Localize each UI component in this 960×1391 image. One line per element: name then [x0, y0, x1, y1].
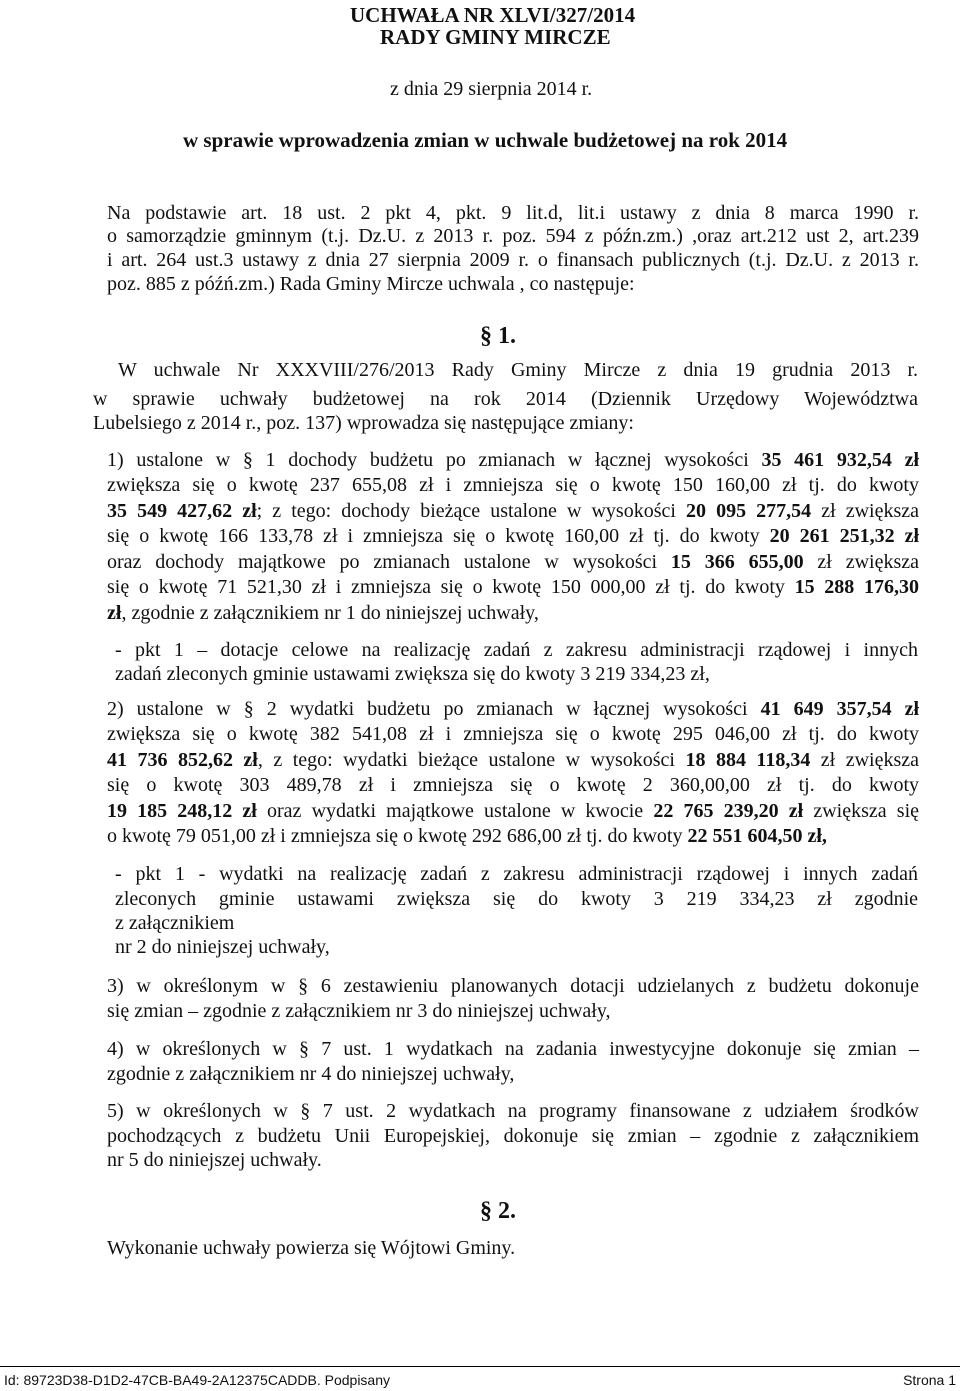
p1-line-1: 1) ustalone w § 1 dochody budżetu po zmianach w łącznej wysokości 35 461 932,54 zł [107, 449, 919, 471]
section-1-intro-2: w sprawie uchwały budżetowej na rok 2014 (Dziennik Urzędowy Województwa [93, 388, 918, 410]
p5-line-3: nr 5 do niniejszej uchwały. [107, 1149, 322, 1171]
preamble-line-3: i art. 264 ust.3 ustawy z dnia 27 sierpnia 2009 r. o finansach publicznych (t.j. Dz.U. z 2013 r. [107, 249, 919, 271]
p2-sub-line-4: nr 2 do niniejszej uchwały, [115, 936, 330, 958]
preamble-line-2: o samorządzie gminnym (t.j. Dz.U. z 2013 r. poz. 594 z późn.zm.) ,oraz art.212 ust 2, art.239 [107, 225, 919, 247]
p5-line-2: pochodzących z budżetu Unii Europejskiej, dokonuje się zmian – zgodnie z załącznikiem [107, 1125, 919, 1147]
p1-line-3: 35 549 427,62 zł; z tego: dochody bieżące ustalone w wysokości 20 095 277,54 zł zwiększa [107, 500, 920, 522]
footer-document-id: Id: 89723D38-D1D2-47CB-BA49-2A12375CADDB. Podpisany [4, 1372, 390, 1388]
p1-sub-line-2: zadań zleconych gminie ustawami zwiększa się do kwoty 3 219 334,23 zł, [115, 663, 710, 685]
p1-line-2: zwiększa się o kwotę 237 655,08 zł i zmniejsza się o kwotę 150 160,00 zł tj. do kwoty [107, 474, 919, 496]
p1-line-7: zł, zgodnie z załącznikiem nr 1 do niniejszej uchwały, [107, 602, 539, 624]
p2-sub-line-2: zleconych gminie ustawami zwiększa się do kwoty 3 219 334,23 zł zgodnie [115, 888, 918, 910]
resolution-number: UCHWAŁA NR XLVI/327/2014 [350, 3, 636, 27]
preamble-line-1: Na podstawie art. 18 ust. 2 pkt 4, pkt. 9 lit.d, lit.i ustawy z dnia 8 marca 1990 r. [107, 202, 919, 224]
resolution-subject: w sprawie wprowadzenia zmian w uchwale budżetowej na rok 2014 [183, 128, 788, 152]
p1-line-5: oraz dochody majątkowe po zmianach ustalone w wysokości 15 366 655,00 zł zwiększa [107, 551, 919, 573]
p4-line-1: 4) w określonych w § 7 ust. 1 wydatkach na zadania inwestycyjne dokonuje się zmian – [107, 1038, 919, 1060]
council-name: RADY GMINY MIRCZE [380, 25, 611, 49]
p2-line-5: 19 185 248,12 zł oraz wydatki majątkowe ustalone w kwocie 22 765 239,20 zł zwiększa się [107, 800, 919, 822]
section-1-heading: § 1. [480, 323, 516, 349]
p2-sub-line-3: z załącznikiem [115, 912, 235, 934]
p2-line-6: o kwotę 79 051,00 zł i zmniejsza się o kwotę 292 686,00 zł tj. do kwoty 22 551 604,50 zł, [107, 825, 827, 847]
p1-line-4: się o kwotę 166 133,78 zł i zmniejsza się o kwotę 160,00 zł tj. do kwoty 20 261 251,32 zł [107, 525, 920, 547]
p1-sub-line-1: - pkt 1 – dotacje celowe na realizację zadań z zakresu administracji rządowej i innych [115, 639, 918, 661]
preamble-line-4: poz. 885 z późń.zm.) Rada Gminy Mircze uchwala , co następuje: [107, 273, 635, 295]
section-1-intro-1: W uchwale Nr XXXVIII/276/2013 Rady Gminy Mircze z dnia 19 grudnia 2013 r. [118, 359, 918, 381]
section-1-intro-3: Lubelsiego z 2014 r., poz. 137) wprowadza się następujące zmiany: [93, 412, 634, 434]
p2-line-3: 41 736 852,62 zł, z tego: wydatki bieżące ustalone w wysokości 18 884 118,34 zł zwiększa [107, 749, 920, 771]
p2-line-4: się o kwotę 303 489,78 zł i zmniejsza się o kwotę 2 360,00,00 zł tj. do kwoty [107, 774, 919, 796]
p4-line-2: zgodnie z załącznikiem nr 4 do niniejszej uchwały, [107, 1063, 515, 1085]
p3-line-1: 3) w określonym w § 6 zestawieniu planowanych dotacji udzielanych z budżetu dokonuje [107, 975, 919, 997]
footer-rule [0, 1366, 960, 1367]
section-2-heading: § 2. [480, 1198, 516, 1224]
footer-page-number: Strona 1 [903, 1372, 956, 1388]
p1-line-6: się o kwotę 71 521,30 zł i zmniejsza się o kwotę 150 000,00 zł tj. do kwoty 15 288 176,30 [107, 576, 920, 598]
p2-line-1: 2) ustalone w § 2 wydatki budżetu po zmianach w łącznej wysokości 41 649 357,54 zł [107, 698, 919, 720]
section-2-text: Wykonanie uchwały powierza się Wójtowi Gminy. [107, 1237, 516, 1259]
p2-sub-line-1: - pkt 1 - wydatki na realizację zadań z zakresu administracji rządowej i innych zadań [115, 863, 918, 885]
p2-line-2: zwiększa się o kwotę 382 541,08 zł i zmniejsza się o kwotę 295 046,00 zł tj. do kwoty [107, 723, 919, 745]
p3-line-2: się zmian – zgodnie z załącznikiem nr 3 do niniejszej uchwały, [107, 1000, 611, 1022]
p5-line-1: 5) w określonych w § 7 ust. 2 wydatkach na programy finansowane z udziałem środków [107, 1100, 919, 1122]
resolution-date: z dnia 29 sierpnia 2014 r. [390, 78, 593, 100]
